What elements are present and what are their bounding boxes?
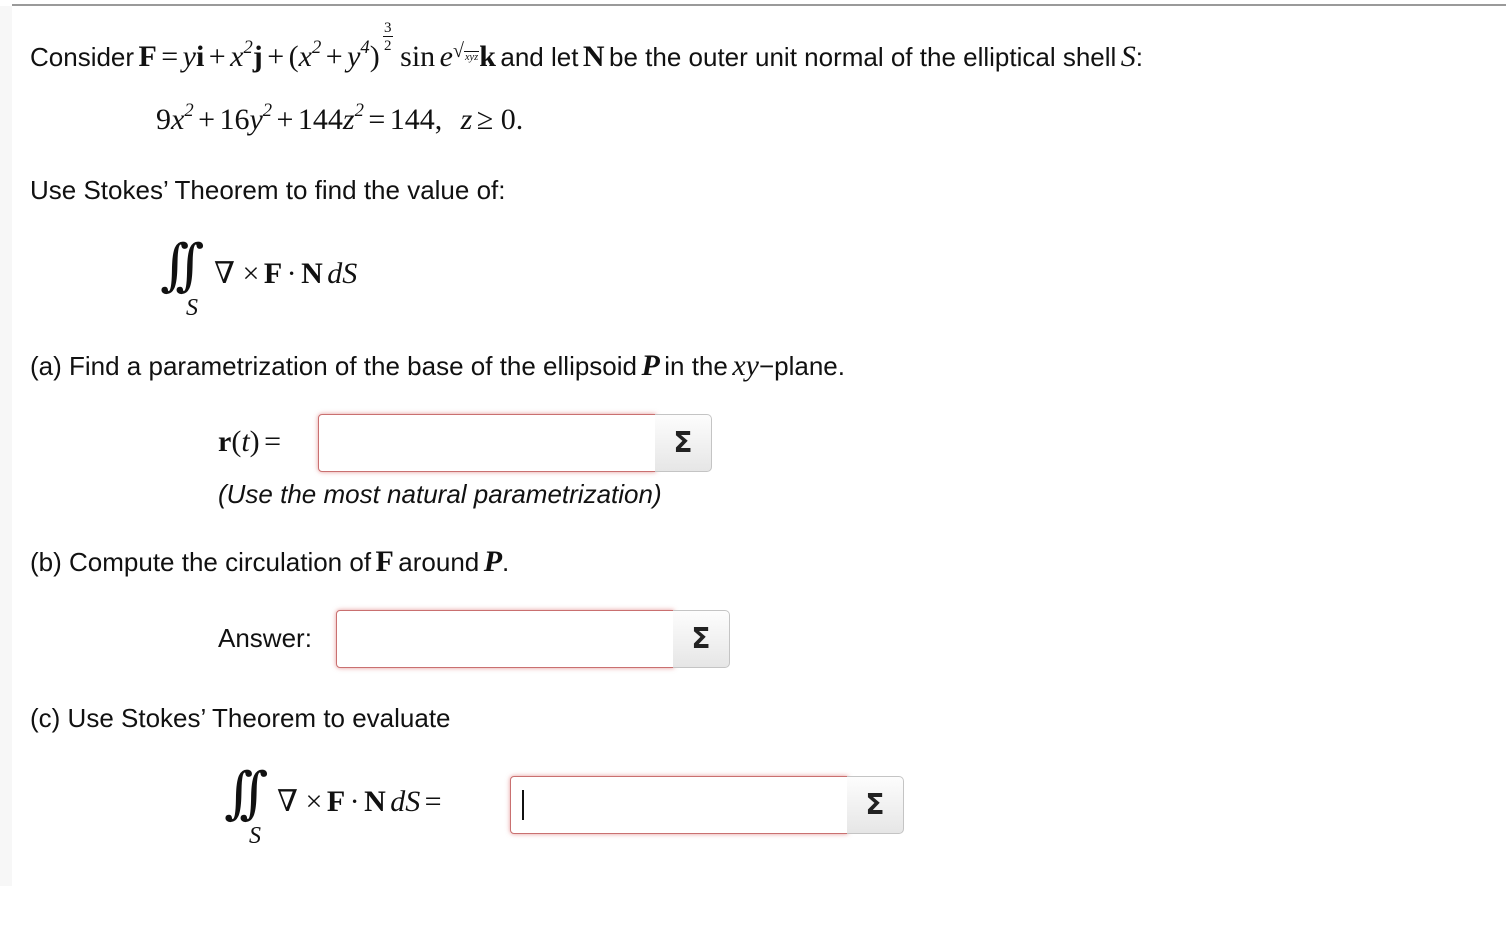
part-b-suffix: .: [502, 547, 510, 577]
text-caret: [522, 790, 524, 820]
intro-line: [30, 20, 1143, 73]
equals: =: [161, 40, 179, 73]
part-b-prompt: [30, 546, 509, 578]
surface-S: S: [1120, 40, 1136, 73]
paren-close: ): [249, 425, 260, 458]
integral-subscript-S: S: [186, 295, 198, 321]
plus: +: [267, 40, 285, 73]
left-margin-shade: [0, 6, 12, 886]
paren-open: (: [231, 425, 242, 458]
dot: ·: [349, 785, 360, 818]
field-F: F: [263, 257, 283, 290]
open-paren: (: [288, 40, 299, 73]
integrand: [214, 258, 357, 290]
sqrt-argument: xyz: [464, 52, 479, 64]
plus: +: [198, 103, 215, 136]
nabla-cross: ∇ ×: [214, 257, 260, 290]
curve-P: P: [641, 349, 660, 382]
differential: dS: [390, 785, 421, 818]
r-of-t-label: [218, 426, 281, 458]
part-c-prompt: (c) Use Stokes’ Theorem to evaluate: [30, 703, 451, 733]
sin: sin: [400, 40, 436, 73]
sigma-button-a[interactable]: [655, 414, 712, 472]
coef-9: 9: [156, 103, 171, 136]
normal-N: N: [582, 40, 605, 73]
var-x: $x^2$: [171, 99, 194, 136]
parametrization-hint: (Use the most natural parametrization): [218, 479, 662, 509]
plus: +: [325, 40, 343, 73]
differential: dS: [327, 257, 358, 290]
var-y: y: [182, 40, 196, 73]
double-integral-icon: ∫∫: [160, 233, 191, 298]
var-x: $x^2$: [230, 36, 253, 73]
var-z: $z^2$: [342, 99, 364, 136]
normal-N: N: [364, 785, 386, 818]
unit-j: j: [252, 40, 263, 73]
unit-k: k: [479, 40, 496, 73]
cond-geq-0: ≥ 0.: [476, 103, 524, 136]
coef-144: 144: [297, 103, 343, 136]
sigma-icon: Σ: [865, 788, 885, 821]
unit-i: i: [196, 40, 205, 73]
dot: ·: [286, 257, 297, 290]
sqrt-sign: √: [452, 40, 464, 62]
parametrization-input[interactable]: [318, 414, 656, 472]
integral-subscript-S: S: [249, 823, 261, 849]
equals: =: [424, 785, 442, 818]
sigma-icon: Σ: [691, 622, 711, 655]
equals: =: [264, 425, 282, 458]
nabla-cross: ∇ ×: [277, 785, 323, 818]
double-integral-icon: ∫∫: [224, 761, 255, 826]
cond-z: z: [460, 103, 473, 136]
sigma-button-c[interactable]: [847, 776, 904, 834]
var-x: $x^2$: [298, 36, 322, 73]
var-y: $y^2$: [249, 99, 273, 136]
exponent-fraction: [382, 20, 394, 65]
sigma-icon: Σ: [673, 426, 693, 459]
intro-tail: be the outer unit normal of the elliptical shell: [609, 42, 1117, 72]
r-symbol: r: [218, 425, 232, 458]
field-F: F: [138, 40, 157, 73]
sigma-button-b[interactable]: [673, 610, 730, 668]
part-b-mid: around: [398, 547, 480, 577]
answer-label: Answer:: [218, 623, 312, 653]
coef-16: 16: [219, 103, 250, 136]
integrand: [277, 786, 442, 818]
plane-xy: xy: [732, 349, 759, 382]
param-t: t: [241, 425, 250, 458]
part-a-prefix: (a) Find a parametrization of the base of the ellipsoid: [30, 351, 638, 381]
curve-P: P: [483, 545, 503, 578]
top-divider: [12, 4, 1506, 6]
use-stokes-text: Use Stokes’ Theorem to find the value of:: [30, 175, 506, 205]
var-y4: $y^4$: [347, 36, 370, 73]
field-F: F: [326, 785, 346, 818]
plus: +: [276, 103, 294, 136]
rhs-144: 144,: [389, 103, 443, 136]
normal-N: N: [301, 257, 323, 290]
ellipsoid-equation: [156, 99, 524, 136]
close-paren: ): [369, 40, 380, 73]
stokes-integral-input[interactable]: [510, 776, 848, 834]
var-e: e: [439, 40, 453, 73]
intro-and-let: and let: [500, 42, 579, 72]
part-a-mid: in the: [664, 351, 728, 381]
colon: :: [1135, 42, 1143, 72]
circulation-input[interactable]: [336, 610, 674, 668]
exp-denominator: 2: [383, 38, 392, 54]
part-a-suffix: −plane.: [758, 351, 845, 381]
part-b-prefix: (b) Compute the circulation of: [30, 547, 372, 577]
exp-numerator: 3: [383, 20, 392, 36]
part-a-prompt: [30, 350, 845, 382]
plus: +: [208, 40, 226, 73]
field-F: F: [375, 545, 394, 578]
intro-consider: Consider: [30, 42, 135, 72]
equals: =: [368, 103, 386, 136]
